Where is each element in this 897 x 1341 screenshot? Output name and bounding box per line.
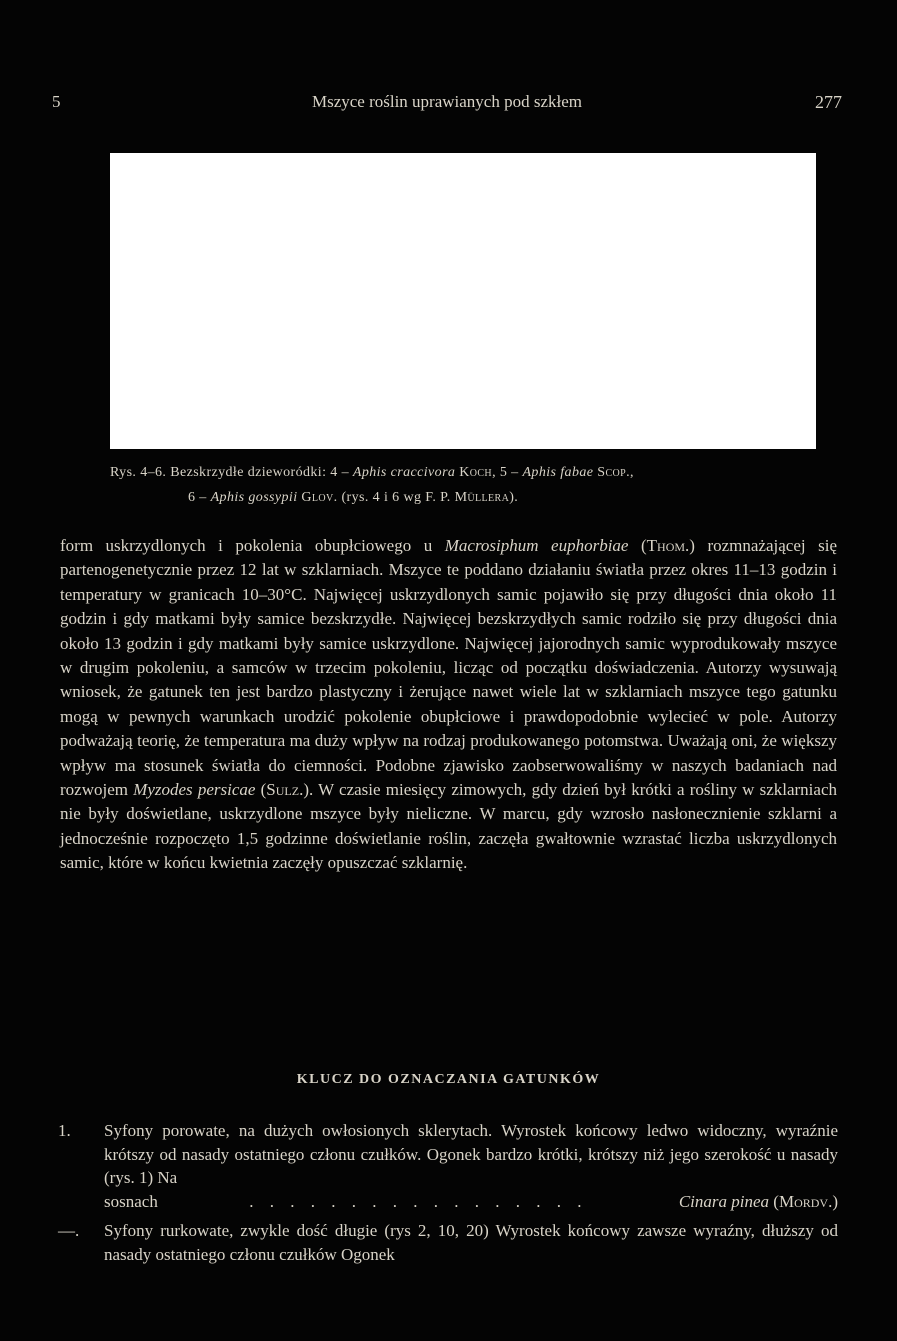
entry-number: 1.: [58, 1121, 71, 1140]
page-number: 277: [815, 92, 842, 112]
author-name: Thom.: [646, 536, 690, 555]
key-entry: [58, 1219, 838, 1266]
running-header: [52, 92, 842, 120]
author-name: Müllera: [454, 490, 510, 505]
entry-final-line: sosnach . . . . . . . . . . . . . . . . . Cinara pinea (Mordv.): [104, 1190, 838, 1214]
figure-area: [110, 153, 816, 449]
leader-dots: . . . . . . . . . . . . . . . . .: [249, 1191, 588, 1211]
entry-number: —.: [58, 1221, 80, 1240]
author-name: Sulz.: [266, 780, 304, 800]
caption-line-2: 6 – Aphis gossypii Glov. (rys. 4 i 6 wg F. P. Müllera).: [188, 490, 519, 505]
identification-key: [58, 1119, 838, 1272]
paragraph: form uskrzydlonych i pokolenia obupłciowego u Macrosiphum euphorbiae (Thom.) rozmnażającej się partenogenetycznie przez 12 lat w szklarniach. Mszyce te poddano działaniu światła przez okres 11–13 godzin i temperatury w granicach 10–30°C. Najwięcej uskrzydlonych samic pojawiło się przy długości dnia około 11 godzin i gdy matkami były samice bezskrzydłe. Najwięcej bezskrzydłych samic rodziło się przy długości dnia około 13 godzin i gdy matkami były samice uskrzydlone. Najwięcej jajorodnych samic wyprodukowały mszyce w drugim pokoleniu, a samców w trzecim pokoleniu, licząc od początku doświadczenia. Autorzy wysuwają wniosek, że gatunek ten jest bardzo plastyczny i żerujące nawet wiele lat w szklarniach mszyce tego gatunku mogą w pewnych warunkach urodzić pokolenie obupłciowe i prawdopodobnie wylecieć w pole. Autorzy podważają teorię, że temperatura ma duży wpływ na rodzaj produkowanego potomstwa. Uważają oni, że większy wpływ ma stosunek światła do ciemności. Podobne zjawisko zaobserwowaliśmy w naszych badaniach nad rozwojem Myzodes persicae (Sulz.). W czasie miesięcy zimowych, gdy dzień był krótki a rośliny w szklarniach nie były doświetlane, uskrzydlone mszyce były nieliczne. W marcu, gdy wzrosło nasłonecznienie szklarni a jednocześnie rozpoczęto 1,5 godzinne doświetlanie roślin, zaczęła gwałtownie wzrastać liczba uskrzydlonych samic, które w końcu kwietnia zaczęły opuszczać szklarnię.: [60, 536, 837, 873]
running-title: Mszyce roślin uprawianych pod szkłem: [311, 92, 583, 111]
species-name: Aphis craccivora: [352, 465, 456, 480]
section-number: 5: [52, 92, 61, 111]
key-title: KLUCZ DO OZNACZANIA GATUNKÓW: [296, 1072, 601, 1087]
author-name: Koch: [459, 465, 493, 480]
species-name: Macrosiphum euphorbiae: [444, 536, 629, 555]
species-name: Cinara pinea: [678, 1191, 770, 1211]
entry-result: Cinara pinea (Mordv.): [678, 1191, 838, 1211]
key-entry: [58, 1119, 838, 1213]
author-name: Mordv.: [778, 1191, 833, 1211]
figure-caption: Rys. 4–6. Bezskrzydłe dzieworódki: 4 – Aphis craccivora Koch, 5 – Aphis fabae Scop., 6 – Aphis gossypii Glov. (rys. 4 i 6 wg F. P. Müllera).: [110, 460, 840, 510]
species-name: Aphis fabae: [522, 465, 594, 480]
author-name: Scop.: [597, 465, 631, 480]
entry-text: Syfony porowate, na dużych owłosionych sklerytach. Wyrostek końcowy ledwo widoczny, wyraźnie krótszy od nasady ostatniego członu czułków. Ogonek bardzo krótki, krótszy niż jego szerokość u nasady (rys. 1) Na: [104, 1121, 838, 1187]
author-name: Glov.: [301, 490, 338, 505]
entry-text: Syfony rurkowate, zwykle dość długie (rys 2, 10, 20) Wyrostek końcowy zawsze wyraźny, dłuższy od nasady ostatniego członu czułków Ogonek: [104, 1221, 838, 1264]
body-text: [60, 534, 837, 876]
species-name: Aphis gossypii: [210, 490, 298, 505]
species-name: Myzodes persicae: [133, 780, 256, 800]
